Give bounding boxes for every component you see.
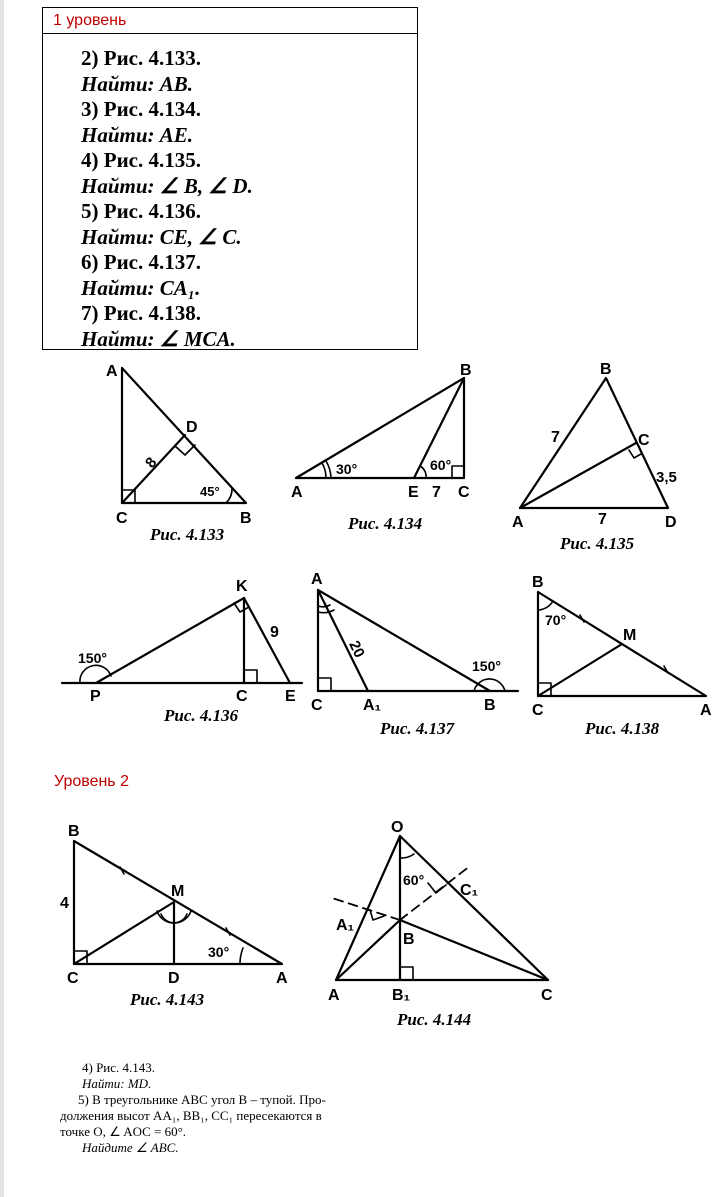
figure-4-138 xyxy=(532,574,712,738)
find-label: Найти xyxy=(81,224,148,249)
caption-4-138: Рис. 4.138 xyxy=(585,719,660,738)
label-D: D xyxy=(665,514,677,531)
find-label: Найти xyxy=(81,173,148,198)
label-ab-7: 7 xyxy=(551,429,560,446)
label-C: C xyxy=(236,688,248,705)
find-value: : ∠ MCA. xyxy=(147,326,236,351)
label-side-8: 8 xyxy=(142,454,161,472)
label-M: M xyxy=(623,627,637,644)
find-value: : AB. xyxy=(147,71,194,96)
label-K: K xyxy=(236,578,248,595)
label-A1: A₁ xyxy=(336,917,355,934)
find-value: : ∠ B, ∠ D. xyxy=(147,173,253,198)
label-A: A xyxy=(291,484,303,501)
caption-4-135: Рис. 4.135 xyxy=(560,534,635,553)
label-A: A xyxy=(512,514,524,531)
label-C1: C₁ xyxy=(460,882,479,899)
label-C: C xyxy=(116,510,128,527)
caption-4-136: Рис. 4.136 xyxy=(164,706,239,725)
label-ad-7: 7 xyxy=(598,511,607,528)
label-A1: A₁ xyxy=(363,697,382,714)
label-B: B xyxy=(240,510,252,527)
task-fig: 2) Рис. 4.133. xyxy=(81,46,201,70)
label-C: C xyxy=(458,484,470,501)
label-D: D xyxy=(186,419,198,436)
figure-4-144 xyxy=(328,819,553,1029)
label-A: A xyxy=(106,363,118,380)
label-C: C xyxy=(638,432,650,449)
label-angle-60: 60° xyxy=(430,457,452,473)
caption-4-143: Рис. 4.143 xyxy=(130,990,205,1009)
label-ke-9: 9 xyxy=(270,624,279,641)
label-A: A xyxy=(700,702,712,719)
task-line: Найти: MD. xyxy=(82,1076,152,1091)
task-line: точке O, ∠ AOC = 60°. xyxy=(60,1124,187,1139)
figure-4-134 xyxy=(291,362,472,533)
label-C: C xyxy=(311,697,323,714)
label-C: C xyxy=(532,702,544,719)
find-label: Найти xyxy=(81,122,148,147)
task-line: 4) Рис. 4.143. xyxy=(82,1060,156,1075)
label-B: B xyxy=(403,931,415,948)
caption-4-144: Рис. 4.144 xyxy=(397,1010,472,1029)
label-angle-45: 45° xyxy=(200,484,220,499)
label-B: B xyxy=(484,697,496,714)
label-angle-70: 70° xyxy=(545,612,567,628)
task-line: Найдите ∠ ABC. xyxy=(82,1140,179,1155)
task-fig: 4) Рис. 4.135. xyxy=(81,148,201,172)
label-cd-35: 3,5 xyxy=(656,469,677,486)
label-E: E xyxy=(408,484,419,501)
figure-4-143 xyxy=(60,823,288,1009)
label-ec-7: 7 xyxy=(432,484,441,501)
label-O: O xyxy=(391,819,404,836)
task-fig: 5) Рис. 4.136. xyxy=(81,199,201,223)
label-angle-150: 150° xyxy=(78,650,107,666)
task-fig: 3) Рис. 4.134. xyxy=(81,97,201,121)
caption-4-134: Рис. 4.134 xyxy=(348,514,423,533)
task-fig: 7) Рис. 4.138. xyxy=(81,301,201,325)
label-B: B xyxy=(460,362,472,379)
label-angle-150: 150° xyxy=(472,658,501,674)
label-A: A xyxy=(276,970,288,987)
label-D: D xyxy=(168,970,180,987)
figure-4-136 xyxy=(62,578,302,725)
label-B: B xyxy=(600,361,612,378)
find-value: : CA₁. xyxy=(147,275,201,300)
label-E: E xyxy=(285,688,296,705)
label-angle-60: 60° xyxy=(403,872,425,888)
label-B: B xyxy=(532,574,544,591)
find-value: : CE, ∠ C. xyxy=(147,224,242,249)
task-line: 5) В треугольнике ABC угол B – тупой. Про- xyxy=(78,1092,326,1107)
label-angle-30: 30° xyxy=(208,944,230,960)
label-A: A xyxy=(311,571,323,588)
find-label: Найти xyxy=(81,326,148,351)
caption-4-137: Рис. 4.137 xyxy=(380,719,455,738)
level2-title: Уровень 2 xyxy=(54,773,129,790)
figure-4-133 xyxy=(106,363,252,544)
label-C: C xyxy=(541,987,553,1004)
label-C: C xyxy=(67,970,79,987)
label-M: M xyxy=(171,883,185,900)
level1-title: 1 уровень xyxy=(43,8,417,34)
find-value: : AE. xyxy=(147,122,194,147)
find-label: Найти xyxy=(81,71,148,96)
find-label: Найти xyxy=(81,275,148,300)
label-A: A xyxy=(328,987,340,1004)
label-aa1-20: 20 xyxy=(345,638,368,661)
label-bc-4: 4 xyxy=(60,895,69,912)
label-P: P xyxy=(90,688,101,705)
caption-4-133: Рис. 4.133 xyxy=(150,525,225,544)
label-B1: B₁ xyxy=(392,987,411,1004)
label-B: B xyxy=(68,823,80,840)
task-line: должения высот AA₁, BB₁, CC₁ пересекаются в xyxy=(60,1108,322,1123)
label-angle-30: 30° xyxy=(336,461,358,477)
level2-tasks xyxy=(60,1060,326,1156)
figure-4-135 xyxy=(512,361,677,553)
task-fig: 6) Рис. 4.137. xyxy=(81,250,201,274)
figure-4-137 xyxy=(311,571,518,738)
